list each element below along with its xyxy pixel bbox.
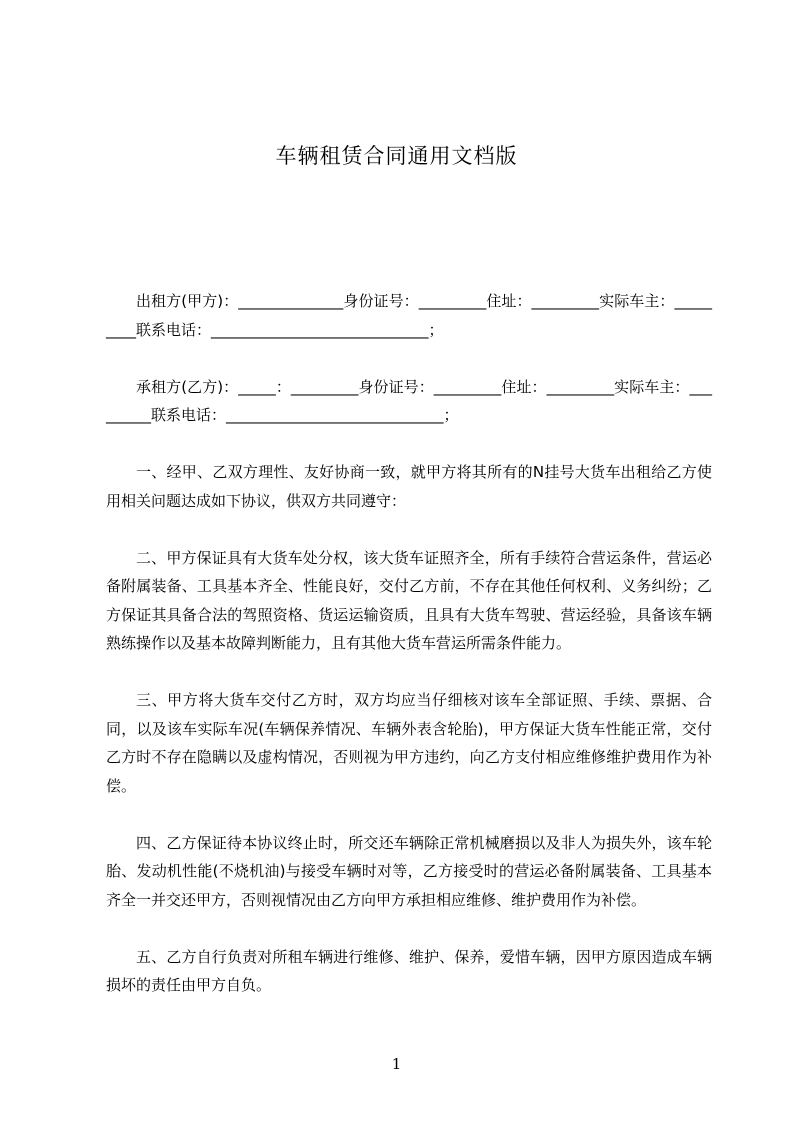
document-body — [106, 287, 712, 1028]
paragraph-clause-2: 二、甲方保证具有大货车处分权，该大货车证照齐全，所有手续符合营运条件，营运必备附属装备、工具基本齐全、性能良好，交付乙方前，不存在其他任何权利、义务纠纷；乙方保证其具备合法的驾照资格、货运运输资质，且具有大货车驾驶、营运经验，具备该车辆熟练操作以及基本故障判断能力，且有其他大货车营运所需条件能力。 — [106, 548, 712, 652]
paragraph-clause-3: 三、甲方将大货车交付乙方时，双方均应当仔细核对该车全部证照、手续、票据、合同，以及该车实际车况(车辆保养情况、车辆外表含轮胎)，甲方保证大货车性能正常，交付乙方时不存在隐瞒以及虚构情况，否则视为甲方违约，向乙方支付相应维修维护费用作为补偿。 — [106, 691, 712, 795]
paragraph-lessor-info: 出租方(甲方)：______________身份证号：_________住址：_________实际车主：_________联系电话：_____________________________； — [106, 292, 712, 339]
paragraph-clause-5: 五、乙方自行负责对所租车辆进行维修、维护、保养，爱惜车辆，因甲方原因造成车辆损坏的责任由甲方自负。 — [106, 947, 712, 994]
document-title: 车辆租赁合同通用文档版 — [275, 144, 518, 168]
page-number: 1 — [391, 1055, 402, 1073]
paragraph-clause-4: 四、乙方保证待本协议终止时，所交还车辆除正常机械磨损以及非人为损失外，该车轮胎、发动机性能(不烧机油)与接受车辆时对等，乙方接受时的营运必备附属装备、工具基本齐全一并交还甲方，否则视情况由乙方向甲方承担相应维修、维护费用作为补偿。 — [106, 833, 712, 909]
paragraph-lessee-info: 承租方(乙方)：_____：_________身份证号：_________住址：_________实际车主：_________联系电话：_____________________________； — [106, 377, 712, 424]
paragraph-clause-1: 一、经甲、乙双方理性、友好协商一致，就甲方将其所有的N挂号大货车出租给乙方使用相关问题达成如下协议，供双方共同遵守： — [106, 463, 712, 510]
